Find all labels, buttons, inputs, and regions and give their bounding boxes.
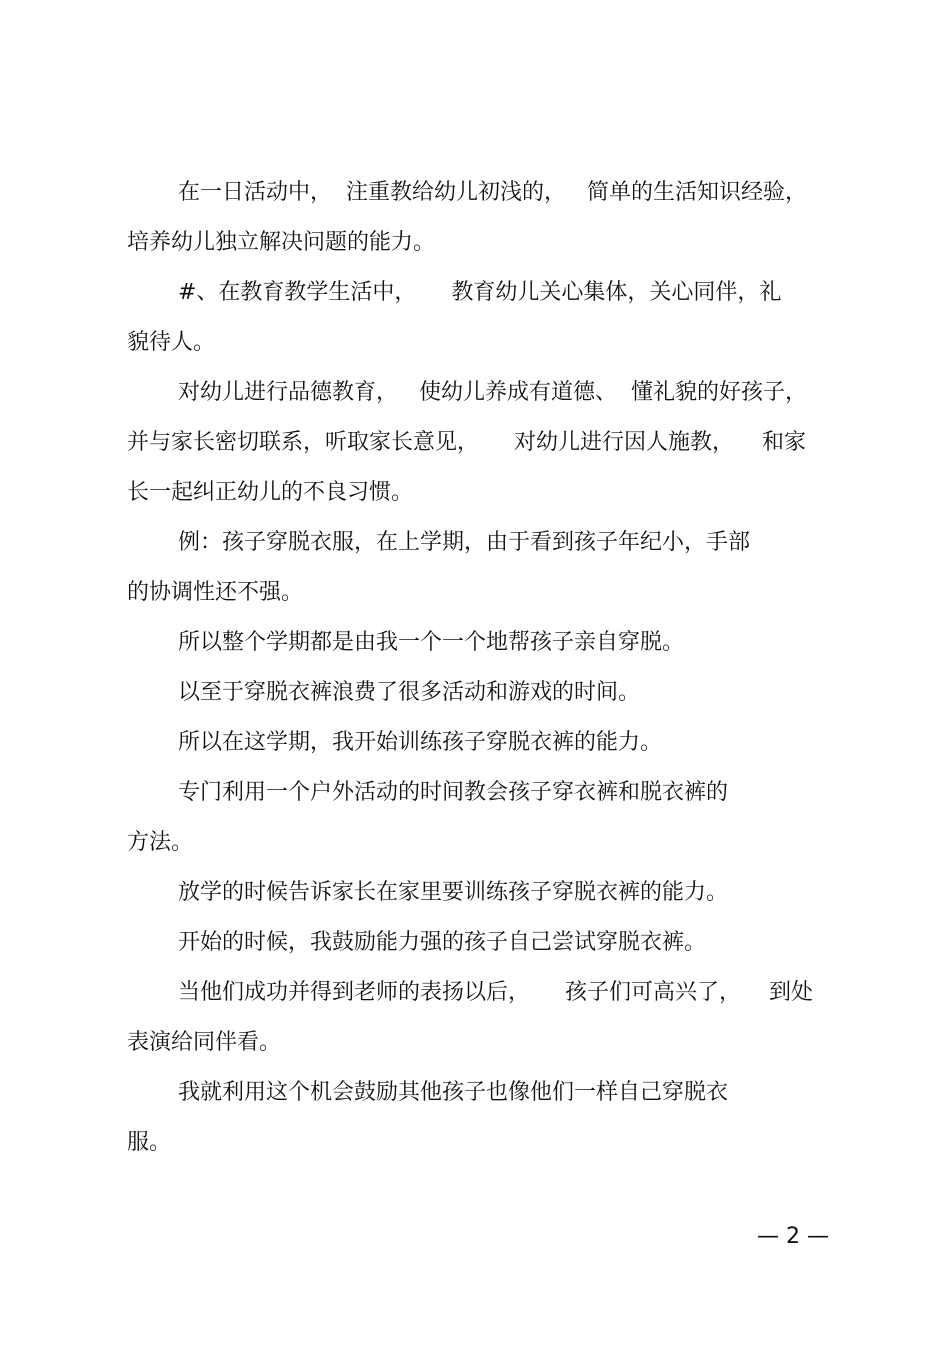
text-line-13: 专门利用一个户外活动的时间教会孩子穿衣裤和脱衣裤的 (178, 780, 729, 805)
text-line-15: 放学的时候告诉家长在家里要训练孩子穿脱衣裤的能力。 (178, 880, 729, 905)
text-line-8: 例：孩子穿脱衣服，在上学期，由于看到孩子年纪小，手部 (178, 530, 751, 555)
text-line-10: 所以整个学期都是由我一个一个地帮孩子亲自穿脱。 (178, 630, 685, 655)
text-line-18: 表演给同伴看。 (127, 1030, 282, 1055)
text-line-16: 开始的时候，我鼓励能力强的孩子自己尝试穿脱衣裤。 (178, 930, 707, 955)
text-line-1: 在一日活动中， 注重教给幼儿初浅的， 简单的生活知识经验， (178, 180, 807, 205)
text-line-3: #、在教育教学生活中， 教育幼儿关心集体，关心同伴，礼 (178, 280, 782, 305)
text-line-4: 貌待人。 (127, 330, 216, 355)
text-line-20: 服。 (127, 1130, 172, 1155)
text-line-7: 长一起纠正幼儿的不良习惯。 (127, 480, 414, 505)
text-line-14: 方法。 (127, 830, 194, 855)
text-line-6: 并与家长密切联系，听取家长意见， 对幼儿进行因人施教， 和家 (127, 430, 806, 455)
page-number: — 2 — (757, 1224, 829, 1249)
text-line-9: 的协调性还不强。 (127, 580, 304, 605)
text-line-11: 以至于穿脱衣裤浪费了很多活动和游戏的时间。 (178, 680, 641, 705)
text-line-19: 我就利用这个机会鼓励其他孩子也像他们一样自己穿脱衣 (178, 1080, 729, 1105)
text-line-17: 当他们成功并得到老师的表扬以后， 孩子们可高兴了， 到处 (178, 980, 813, 1005)
text-line-12: 所以在这学期，我开始训练孩子穿脱衣裤的能力。 (178, 730, 663, 755)
text-line-2: 培养幼儿独立解决问题的能力。 (127, 230, 436, 255)
text-line-5: 对幼儿进行品德教育， 使幼儿养成有道德、 懂礼貌的好孩子， (178, 380, 807, 405)
